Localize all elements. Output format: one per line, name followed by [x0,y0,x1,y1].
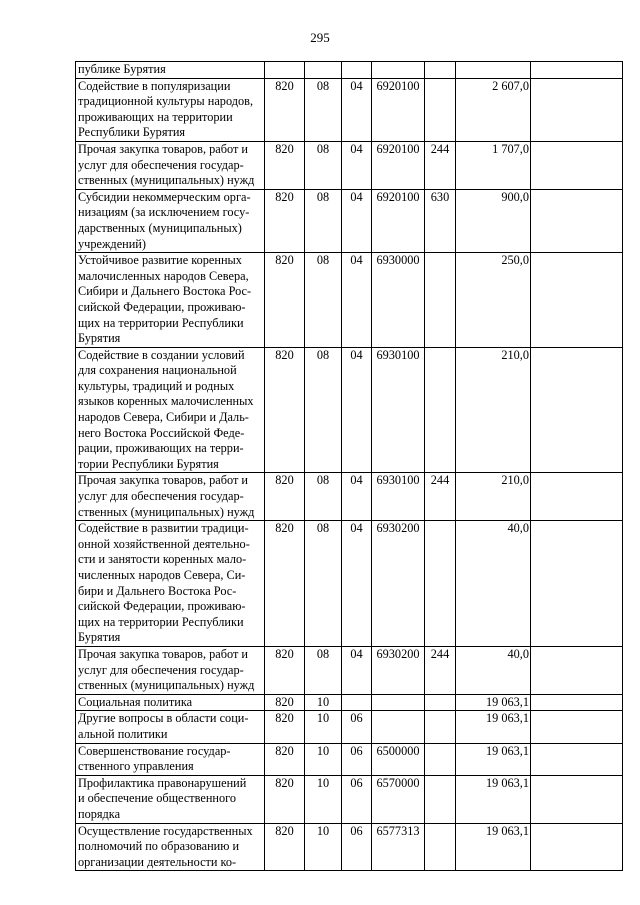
cell-extra [531,189,623,252]
cell-amount: 210,0 [456,473,531,521]
cell-section: 10 [305,775,342,823]
cell-name-line: низациям (за исключением госу- [78,205,250,220]
cell-name-line: языков коренных малочисленных [78,394,254,409]
cell-subsection: 06 [342,823,372,871]
cell-amount: 19 063,1 [456,743,531,775]
cell-amount: 2 607,0 [456,78,531,141]
cell-subsection: 06 [342,743,372,775]
table-row [76,711,623,743]
cell-target-article: 6920100 [372,141,425,189]
cell-extra [531,775,623,823]
cell-name [76,694,265,711]
cell-target-article: 6920100 [372,189,425,252]
cell-amount: 1 707,0 [456,141,531,189]
cell-subsection: 04 [342,521,372,647]
cell-expense-type [425,347,456,473]
cell-name-line: ственных (муниципальных) нужд [78,173,255,188]
cell-name-line: малочисленных народов Севера, [78,268,249,283]
cell-name-line: Прочая закупка товаров, работ и [78,473,248,488]
cell-name-line: полномочий по образованию и [78,839,240,854]
cell-grbs: 820 [265,823,305,871]
cell-grbs: 820 [265,253,305,348]
page-number: 295 [310,30,330,45]
cell-grbs: 820 [265,694,305,711]
cell-name-line: услуг для обеспечения государ- [78,662,244,677]
cell-expense-type [425,521,456,647]
cell-amount: 210,0 [456,347,531,473]
cell-expense-type [425,823,456,871]
cell-expense-type [425,78,456,141]
cell-section: 10 [305,711,342,743]
cell-section: 08 [305,189,342,252]
cell-grbs: 820 [265,743,305,775]
cell-name-line: Содействие в создании условий [78,347,245,362]
cell-name-line: Устойчивое развитие коренных [78,253,242,268]
cell-subsection: 04 [342,473,372,521]
cell-section: 10 [305,823,342,871]
cell-target-article: 6930100 [372,473,425,521]
cell-expense-type: 244 [425,141,456,189]
cell-name-line: Сибири и Дальнего Востока Рос- [78,284,252,299]
cell-name-line: Бурятия [78,331,121,346]
cell-subsection: 04 [342,189,372,252]
cell-name [76,189,265,252]
cell-name-line: культуры, традиций и родных [78,378,235,393]
cell-grbs: 820 [265,189,305,252]
budget-table [75,61,623,871]
cell-subsection: 04 [342,78,372,141]
cell-expense-type: 630 [425,189,456,252]
cell-name-line: сийской Федерации, проживаю- [78,599,246,614]
table-row [76,823,623,871]
cell-name-line: щих на территории Республики [78,315,244,330]
cell-name-line: ственных (муниципальных) нужд [78,678,255,693]
cell-name-line: для сохранения национальной [78,363,237,378]
cell-name [76,823,265,871]
cell-name [76,743,265,775]
cell-name-line: тории Республики Бурятия [78,456,219,471]
cell-extra [531,711,623,743]
cell-section: 08 [305,347,342,473]
cell-name-line: Содействие в популяризации [78,78,231,93]
cell-subsection: 04 [342,347,372,473]
cell-extra [531,78,623,141]
cell-target-article [372,694,425,711]
cell-expense-type: 244 [425,473,456,521]
cell-name [76,347,265,473]
cell-name-line: ственных (муниципальных) нужд [78,504,255,519]
cell-target-article: 6500000 [372,743,425,775]
cell-name-line: и обеспечение общественного [78,791,237,806]
cell-grbs: 820 [265,78,305,141]
cell-subsection [342,62,372,79]
cell-name-line: сти и занятости коренных мало- [78,552,247,567]
cell-name-line: Бурятия [78,630,121,645]
cell-name-line: Осуществление государственных [78,823,253,838]
cell-name-line: Совершенствование государ- [78,743,231,758]
cell-name [76,473,265,521]
cell-expense-type [425,775,456,823]
cell-section: 10 [305,743,342,775]
cell-extra [531,253,623,348]
cell-name-line: организации деятельности ко- [78,854,237,869]
cell-amount: 19 063,1 [456,775,531,823]
table-row [76,473,623,521]
cell-section: 08 [305,521,342,647]
table-row [76,775,623,823]
cell-target-article: 6570000 [372,775,425,823]
cell-expense-type [425,711,456,743]
cell-name-line: услуг для обеспечения государ- [78,157,244,172]
cell-name-line: услуг для обеспечения государ- [78,489,244,504]
cell-name [76,711,265,743]
cell-name-line: дарственных (муниципальных) [78,220,242,235]
cell-name-line: альной политики [78,726,168,741]
cell-section: 08 [305,253,342,348]
cell-extra [531,141,623,189]
table-row [76,189,623,252]
cell-target-article [372,62,425,79]
table-row [76,694,623,711]
cell-section: 08 [305,646,342,694]
cell-subsection: 04 [342,253,372,348]
table-row [76,521,623,647]
cell-name-line: традиционной культуры народов, [78,94,254,109]
table-row [76,141,623,189]
table-row [76,646,623,694]
cell-grbs: 820 [265,521,305,647]
cell-name-line: публике Бурятия [78,62,166,76]
table-row [76,743,623,775]
cell-grbs: 820 [265,775,305,823]
cell-extra [531,521,623,647]
cell-target-article [372,711,425,743]
cell-extra [531,347,623,473]
cell-expense-type [425,62,456,79]
cell-amount: 40,0 [456,521,531,647]
cell-amount [456,62,531,79]
cell-amount: 19 063,1 [456,711,531,743]
cell-name-line: численных народов Севера, Си- [78,568,246,582]
cell-name-line: сийской Федерации, проживаю- [78,299,246,314]
cell-target-article: 6577313 [372,823,425,871]
cell-name [76,78,265,141]
cell-name-line: рации, проживающих на терри- [78,441,244,456]
cell-section: 10 [305,694,342,711]
cell-name [76,62,265,79]
cell-name-line: Субсидии некоммерческим орга- [78,189,251,204]
cell-subsection: 06 [342,775,372,823]
cell-subsection: 06 [342,711,372,743]
cell-subsection [342,694,372,711]
cell-name-line: бири и Дальнего Востока Рос- [78,583,237,598]
cell-name-line: него Востока Российской Феде- [78,425,245,440]
cell-extra [531,646,623,694]
cell-name-line: Прочая закупка товаров, работ и [78,646,248,661]
cell-name [76,141,265,189]
cell-name [76,521,265,647]
cell-grbs: 820 [265,711,305,743]
cell-name-line: Другие вопросы в области соци- [78,711,249,726]
cell-section: 08 [305,473,342,521]
cell-name-line: Прочая закупка товаров, работ и [78,141,248,156]
cell-expense-type: 244 [425,646,456,694]
cell-name-line: народов Севера, Сибири и Даль- [78,410,249,425]
cell-grbs: 820 [265,347,305,473]
cell-name-line: учреждений) [78,236,146,251]
cell-amount: 900,0 [456,189,531,252]
cell-name-line: щих на территории Республики [78,614,244,629]
cell-target-article: 6930100 [372,347,425,473]
cell-extra [531,62,623,79]
cell-extra [531,694,623,711]
cell-name-line: ственного управления [78,759,194,774]
cell-target-article: 6920100 [372,78,425,141]
cell-amount: 19 063,1 [456,823,531,871]
cell-name-line: Социальная политика [78,694,193,709]
cell-name-line: Профилактика правонарушений [78,775,247,790]
cell-section [305,62,342,79]
cell-subsection: 04 [342,646,372,694]
table-body [76,62,623,871]
cell-target-article: 6930200 [372,646,425,694]
cell-target-article: 6930000 [372,253,425,348]
cell-subsection: 04 [342,141,372,189]
table-row [76,62,623,79]
cell-amount: 19 063,1 [456,694,531,711]
cell-section: 08 [305,141,342,189]
cell-name-line: онной хозяйственной деятельно- [78,536,250,551]
cell-extra [531,743,623,775]
cell-grbs: 820 [265,141,305,189]
cell-name [76,646,265,694]
table-row [76,347,623,473]
cell-name [76,253,265,348]
cell-grbs: 820 [265,646,305,694]
cell-grbs: 820 [265,473,305,521]
table-row [76,253,623,348]
cell-name-line: Содействие в развитии традици- [78,521,249,536]
cell-name-line: проживающих на территории [78,109,233,124]
cell-amount: 250,0 [456,253,531,348]
cell-expense-type [425,694,456,711]
cell-name-line: Республики Бурятия [78,125,186,140]
cell-target-article: 6930200 [372,521,425,647]
cell-name [76,775,265,823]
cell-name-line: порядка [78,806,121,821]
cell-grbs [265,62,305,79]
cell-extra [531,823,623,871]
cell-expense-type [425,743,456,775]
table-row [76,78,623,141]
cell-expense-type [425,253,456,348]
cell-section: 08 [305,78,342,141]
cell-amount: 40,0 [456,646,531,694]
cell-extra [531,473,623,521]
